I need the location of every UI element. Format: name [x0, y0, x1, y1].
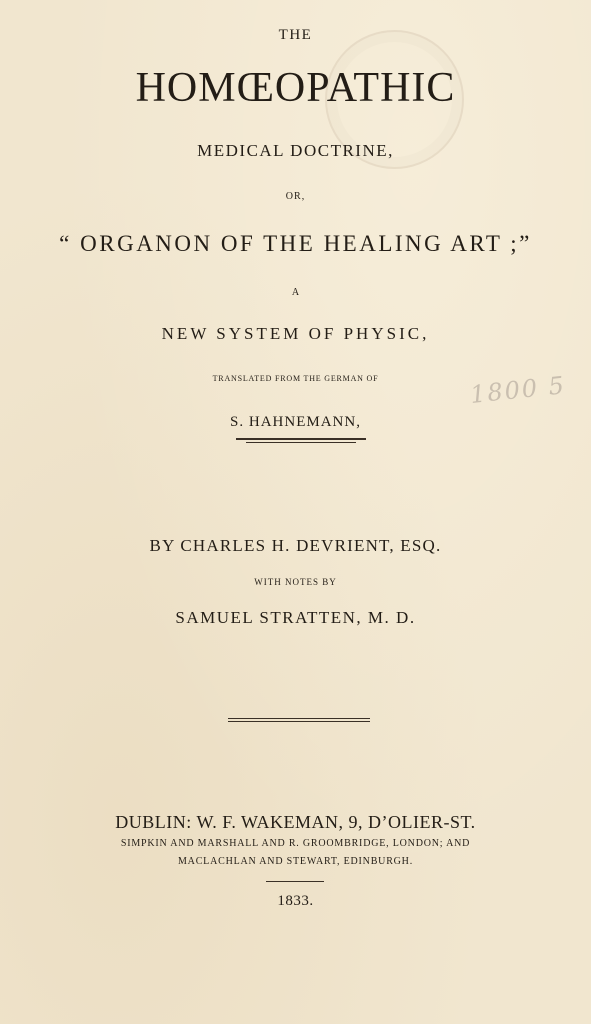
title-the: THE — [278, 27, 313, 43]
publication-year: 1833. — [277, 893, 314, 909]
divider-thin — [246, 442, 356, 443]
main-title: HOMŒOPATHIC — [135, 65, 456, 111]
divider-double-bottom — [228, 721, 370, 722]
publisher-line: DUBLIN: W. F. WAKEMAN, 9, D’OLIER-ST. — [115, 812, 476, 832]
a-label: A — [291, 287, 300, 298]
divider-short — [266, 881, 324, 882]
with-notes-label: WITH NOTES BY — [254, 577, 337, 587]
distributors-line-1: SIMPKIN AND MARSHALL AND R. GROOMBRIDGE, LONDON; AND — [120, 838, 471, 849]
subtitle: MEDICAL DOCTRINE, — [197, 141, 394, 160]
annotator-name: SAMUEL STRATTEN, M. D. — [175, 608, 416, 627]
distributors-line-2: MACLACHLAN AND STEWART, EDINBURGH. — [177, 856, 414, 867]
organon-title: “ ORGANON OF THE HEALING ART ;” — [59, 231, 532, 256]
author-name: S. HAHNEMANN, — [230, 414, 361, 430]
divider-thick — [236, 438, 366, 440]
translated-note: TRANSLATED FROM THE GERMAN OF — [212, 374, 379, 383]
handwritten-note: 1800 5 — [468, 371, 568, 409]
translator-line: BY CHARLES H. DEVRIENT, ESQ. — [149, 536, 442, 555]
or-label: OR, — [285, 191, 306, 202]
new-system: NEW SYSTEM OF PHYSIC, — [161, 324, 430, 343]
divider-double-top — [228, 718, 370, 719]
